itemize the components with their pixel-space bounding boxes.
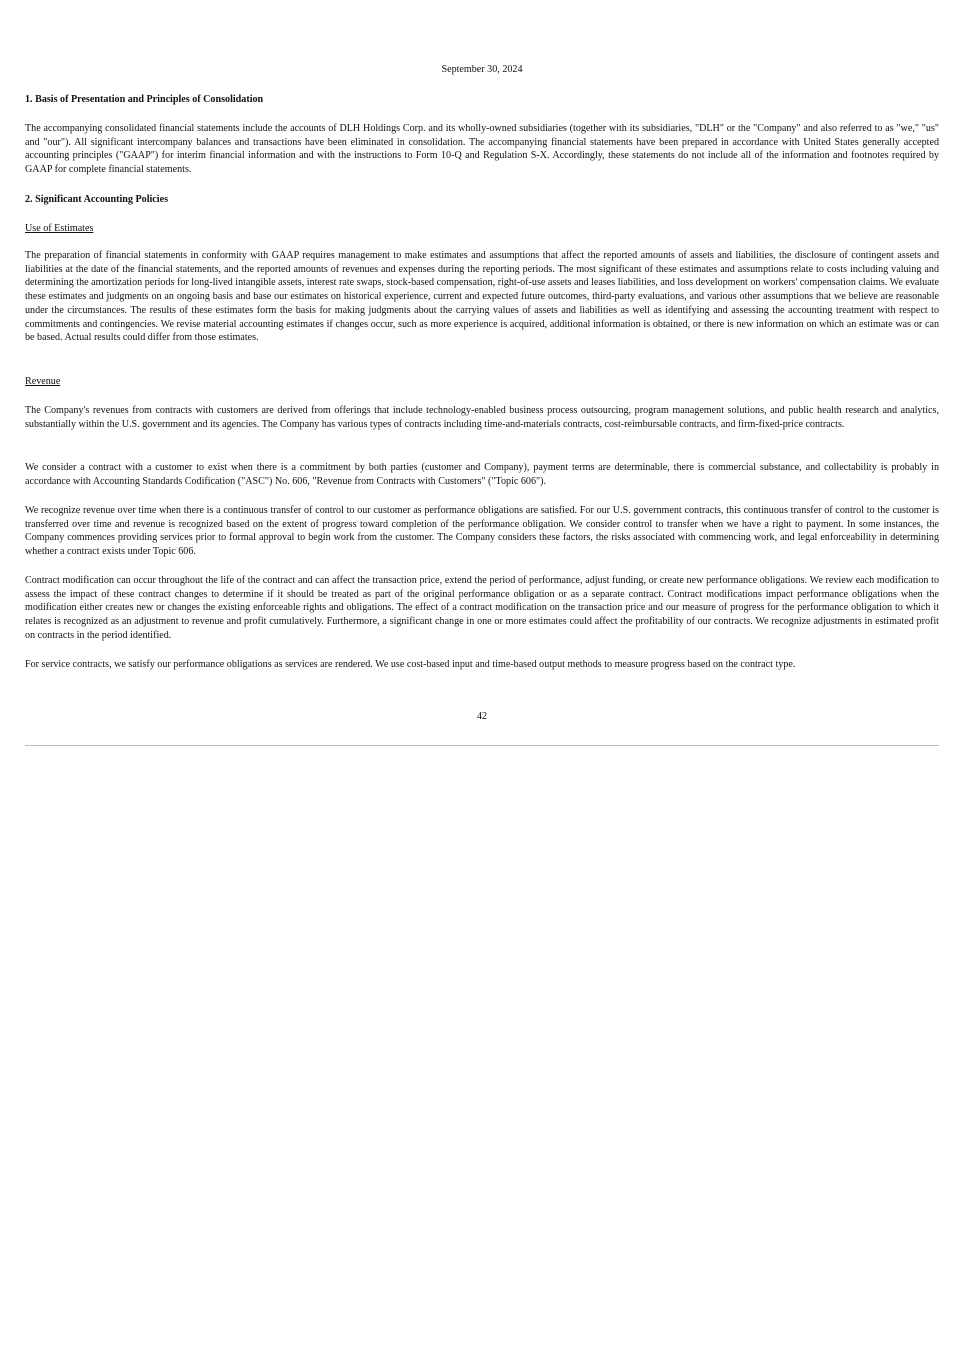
paragraph-service-contracts: For service contracts, we satisfy our performance obligations as services are rendered. We use cost-based input and time-based output methods to measure progress based on the contract type. [25, 659, 796, 670]
report-date: September 30, 2024 [441, 64, 523, 75]
page-divider [25, 745, 939, 746]
paragraph-use-of-estimates: The preparation of financial statements in conformity with GAAP requires management to make estimates and assumptions that affect the reported amounts of assets and liabilities, the disclosure of contingent assets and liabilities at the date of the financial statements, and the reported amounts of revenues and expenses during the reporting periods. The most significant of these estimates and assumptions relate to costs including valuing and determining the amortization periods for long-lived intangible assets, interest rate swaps, stock-based compensation, right-of-use assets and leases liabilities, and loss development on workers' compensation claims. We evaluate these estimates and judgments on an ongoing basis and base our estimates on historical experience, current and expected future outcomes, third-party evaluations, and various other assumptions that we believe are reasonable under the circumstances. The results of these estimates form the basis for making judgments about the carrying values of assets and liabilities as well as identifying and assessing the accounting treatment with respect to commitments and contingencies. We revise material accounting estimates if changes occur, such as more experience is acquired, additional information is obtained, or there is new information on which an estimate was or can be based. Actual results could differ from those estimates. [25, 250, 939, 344]
section-heading-policies: 2. Significant Accounting Policies [25, 194, 168, 205]
section-heading-basis: 1. Basis of Presentation and Principles of Consolidation [25, 94, 264, 105]
subheading-revenue: Revenue [25, 376, 61, 387]
paragraph-contract-modification: Contract modification can occur throughout the life of the contract and can affect the transaction price, extend the period of performance, adjust funding, or create new performance obligations. We review each modification to assess the impact of these contract changes to determine if it should be treated as part of the original performance obligation or as a separate contract. Contract modifications impact performance obligations when the modification either creates new or changes the existing enforceable rights and obligations. The effect of a contract modification on the transaction price and our measure of progress for the performance obligation to which it relates is recognized as an adjustment to revenue and profit cumulatively. Furthermore, a significant change in one or more estimates could affect the profitability of our contracts. We recognize adjustments in estimated profit on contracts in the period identified. [25, 575, 939, 641]
subheading-use-of-estimates: Use of Estimates [25, 223, 94, 234]
paragraph-basis: The accompanying consolidated financial statements include the accounts of DLH Holdings Corp. and its wholly-owned subsidiaries (together with its subsidiaries, "DLH" or the "Company" and also referred to as "we," "us" and "our"). All significant intercompany balances and transactions have been eliminated in consolidation. The accompanying financial statements have been prepared in accordance with United States generally accepted accounting principles ("GAAP") for interim financial information and with the instructions to Form 10-Q and Regulation S-X. Accordingly, these statements do not include all of the information and footnotes required by GAAP for complete financial statements. [25, 123, 939, 176]
paragraph-revenue-offerings: The Company's revenues from contracts with customers are derived from offerings that include technology-enabled business process outsourcing, program management solutions, and public health research and analytics, substantially within the U.S. government and its agencies. The Company has various types of contracts including time-and-materials contracts, cost-reimbursable contracts, and firm-fixed-price contracts. [25, 405, 939, 430]
page-number: 42 [476, 711, 488, 722]
paragraph-revenue-contract-existence: We consider a contract with a customer to exist when there is a commitment by both parties (customer and Company), payment terms are determinable, there is commercial substance, and collectability is probably in accordance with Accounting Standards Codification ("ASC") No. 606, "Revenue from Contracts with Customers" ("Topic 606"). [25, 462, 939, 487]
paragraph-revenue-recognition: We recognize revenue over time when there is a continuous transfer of control to our customer as performance obligations are satisfied. For our U.S. government contracts, this continuous transfer of control to the customer is transferred over time and revenue is recognized based on the extent of progress toward completion of the performance obligation. We consider control to transfer when we have a right to payment. In some instances, the Company commences providing services prior to formal approval to begin work from the customer. The Company considers these factors, the risks associated with commencing work, and legal enforceability in determining whether a contract exists under Topic 606. [25, 505, 939, 558]
